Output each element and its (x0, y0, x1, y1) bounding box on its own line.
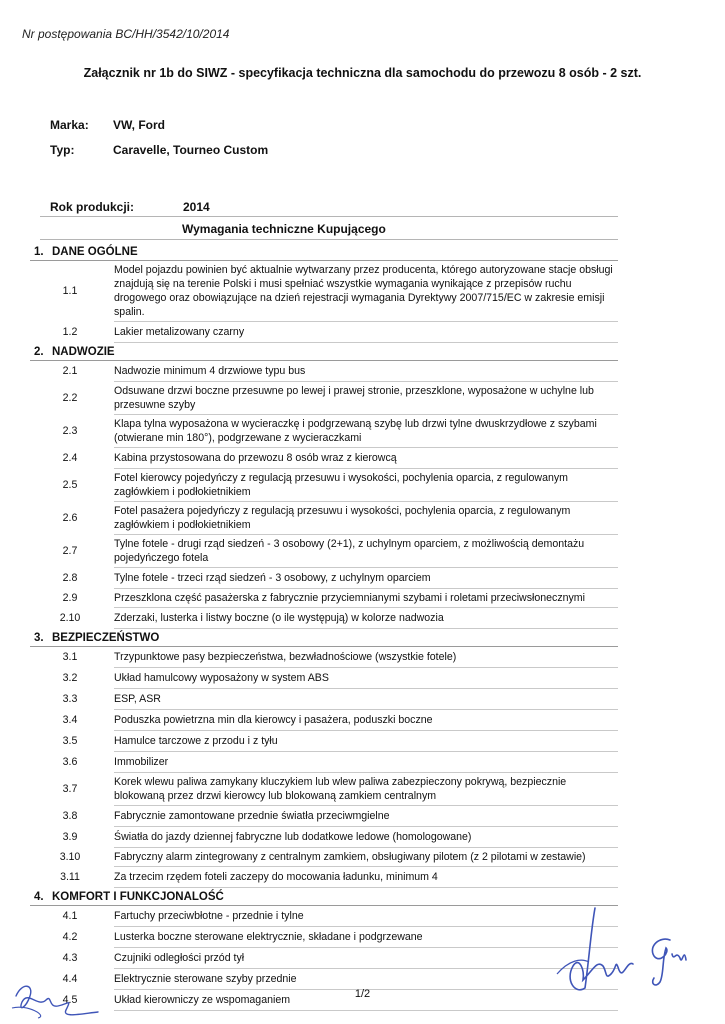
item-number: 2.4 (62, 452, 78, 464)
spec-row (30, 867, 618, 888)
spec-row (30, 827, 618, 848)
item-number: 3.10 (59, 851, 81, 863)
item-number: 2.8 (62, 572, 78, 584)
item-number: 2.5 (62, 479, 78, 491)
spec-row (30, 568, 618, 589)
section-number: 3. (34, 631, 44, 644)
item-description: Lakier metalizowany czarny (114, 322, 618, 343)
section-header (30, 629, 618, 647)
doc-number: Nr postępowania BC/HH/3542/10/2014 (22, 27, 230, 41)
spec-table (30, 243, 618, 1011)
page-number: 1/2 (354, 988, 371, 1000)
spec-row (30, 361, 618, 382)
spec-row (30, 806, 618, 827)
item-number: 3.3 (62, 693, 78, 705)
item-description: Immobilizer (114, 752, 618, 773)
spec-row (30, 415, 618, 448)
section-header (30, 343, 618, 361)
item-number: 1.1 (62, 285, 78, 298)
signature-1 (545, 900, 640, 1000)
item-number: 3.1 (62, 651, 78, 664)
spec-row (30, 589, 618, 608)
type-value: Caravelle, Tourneo Custom (113, 143, 269, 157)
item-description: Trzypunktowe pasy bezpieczeństwa, bezwładnościowe (wszystkie fotele) (114, 647, 618, 668)
section-number: 1. (34, 245, 44, 258)
item-description: Kabina przystosowana do przewozu 8 osób wraz z kierowcą (114, 448, 618, 469)
item-number: 4.1 (62, 910, 78, 923)
item-number: 2.9 (62, 592, 78, 604)
spec-row (30, 773, 618, 806)
item-description: Układ hamulcowy wyposażony w system ABS (114, 668, 618, 689)
spec-row (30, 689, 618, 710)
signature-2 (640, 930, 690, 990)
item-description: Elektrycznie sterowane szyby przednie (114, 969, 618, 990)
item-number: 3.9 (62, 831, 78, 843)
item-description: Fabrycznie zamontowane przednie światła przeciwmgielne (114, 806, 618, 827)
page-title: Załącznik nr 1b do SIWZ - specyfikacja techniczna dla samochodu do przewozu 8 osób - 2 szt. (83, 66, 642, 80)
spec-row (30, 969, 618, 990)
item-description: Model pojazdu powinien być aktualnie wytwarzany przez producenta, którego autoryzowane stacje obsługi znajdują się na terenie Polski i musi spełniać wszystkie wymagania wynikające z przepisów ruchu drogowego oraz obowiązujące na dzień rejestracji wymagania Dyrektywy 2007/715/EC w zakresie emisji spalin. (114, 261, 618, 322)
item-description: ESP, ASR (114, 689, 618, 710)
item-description: Korek wlewu paliwa zamykany kluczykiem lub wlew paliwa zabezpieczony pokrywą, bezpiecznie blokowaną przez drzwi kierowcy lub blokowaną zamkiem centralnym (114, 773, 618, 806)
section-header (30, 243, 618, 261)
section-title: BEZPIECZEŃSTWO (52, 631, 160, 644)
spec-row (30, 382, 618, 415)
item-description: Klapa tylna wyposażona w wycieraczkę i podgrzewaną szybę lub drzwi tylne dwuskrzydłowe z szybami (otwierane min 180°), podgrzewane z wycieraczkami (114, 415, 618, 448)
section-title: DANE OGÓLNE (52, 245, 138, 258)
divider (40, 216, 618, 217)
requirements-title: Wymagania techniczne Kupującego (182, 222, 386, 236)
year-label: Rok produkcji: (50, 200, 135, 214)
section-number: 2. (34, 345, 44, 358)
item-description: Fartuchy przeciwbłotne - przednie i tylne (114, 906, 618, 927)
spec-row (30, 261, 618, 322)
item-number: 4.2 (62, 931, 78, 943)
item-description: Fotel kierowcy pojedyńczy z regulacją przesuwu i wysokości, pochylenia oparcia, z regulowanym zagłówkiem i podłokietnikiem (114, 469, 618, 502)
spec-row (30, 848, 618, 867)
item-number: 4.3 (62, 952, 78, 964)
item-number: 3.7 (62, 783, 78, 795)
spec-row (30, 710, 618, 731)
brand-label: Marka: (50, 118, 89, 132)
spec-row (30, 469, 618, 502)
item-number: 3.5 (62, 735, 78, 747)
item-number: 2.1 (62, 365, 78, 378)
initials-signature (8, 978, 108, 1020)
spec-row (30, 927, 618, 948)
item-description: Fabryczny alarm zintegrowany z centralnym zamkiem, obsługiwany pilotem (z 2 pilotami w zestawie) (114, 848, 618, 867)
item-description: Lusterka boczne sterowane elektrycznie, składane i podgrzewane (114, 927, 618, 948)
item-number: 3.11 (60, 871, 80, 883)
spec-row (30, 608, 618, 629)
brand-value: VW, Ford (113, 118, 165, 132)
item-number: 2.3 (62, 425, 78, 437)
divider (40, 239, 618, 240)
item-number: 3.6 (62, 756, 78, 768)
item-description: Nadwozie minimum 4 drzwiowe typu bus (114, 361, 618, 382)
spec-row (30, 322, 618, 343)
spec-row (30, 906, 618, 927)
item-number: 1.2 (62, 326, 78, 338)
section-header (30, 888, 618, 906)
item-description: Przeszklona część pasażerska z fabrycznie przyciemnianymi szybami i roletami przeciwsłonecznymi (114, 589, 618, 608)
item-description: Czujniki odległości przód tył (114, 948, 618, 969)
item-description: Fotel pasażera pojedyńczy z regulacją przesuwu i wysokości, pochylenia oparcia, z regulowanym zagłówkiem i podłokietnikiem (114, 502, 618, 535)
section-title: NADWOZIE (52, 345, 115, 358)
spec-row (30, 502, 618, 535)
item-description: Odsuwane drzwi boczne przesuwne po lewej i prawej stronie, przeszklone, wyposażone w uchylne lub przesuwne szyby (114, 382, 618, 415)
item-number: 4.5 (62, 994, 78, 1006)
item-description: Tylne fotele - drugi rząd siedzeń - 3 osobowy (2+1), z uchylnym oparciem, z możliwością demontażu pojedyńczego fotela (114, 535, 618, 568)
item-description: Tylne fotele - trzeci rząd siedzeń - 3 osobowy, z uchylnym oparciem (114, 568, 618, 589)
item-number: 3.2 (62, 672, 78, 684)
item-number: 2.2 (62, 392, 78, 404)
item-number: 2.6 (62, 512, 78, 524)
year-value: 2014 (183, 200, 210, 214)
item-description: Zderzaki, lusterka i listwy boczne (o ile występują) w kolorze nadwozia (114, 608, 618, 629)
section-number: 4. (34, 890, 44, 903)
spec-table-body (30, 243, 618, 1011)
item-description: Układ kierowniczy ze wspomaganiem (114, 990, 618, 1011)
section-title: KOMFORT I FUNKCJONALOŚĆ (52, 890, 224, 903)
item-number: 4.4 (62, 973, 78, 985)
item-description: Poduszka powietrzna min dla kierowcy i pasażera, poduszki boczne (114, 710, 618, 731)
item-number: 3.4 (62, 714, 78, 726)
spec-row (30, 752, 618, 773)
spec-row (30, 647, 618, 668)
item-description: Światła do jazdy dziennej fabryczne lub dodatkowe ledowe (homologowane) (114, 827, 618, 848)
spec-row (30, 448, 618, 469)
spec-row (30, 668, 618, 689)
spec-row (30, 731, 618, 752)
spec-row (30, 535, 618, 568)
item-number: 2.10 (59, 612, 81, 624)
item-description: Hamulce tarczowe z przodu i z tyłu (114, 731, 618, 752)
item-number: 3.8 (62, 810, 78, 822)
item-description: Za trzecim rzędem foteli zaczepy do mocowania ładunku, minimum 4 (114, 867, 618, 888)
spec-row (30, 948, 618, 969)
type-label: Typ: (50, 143, 75, 157)
item-number: 2.7 (62, 545, 78, 557)
